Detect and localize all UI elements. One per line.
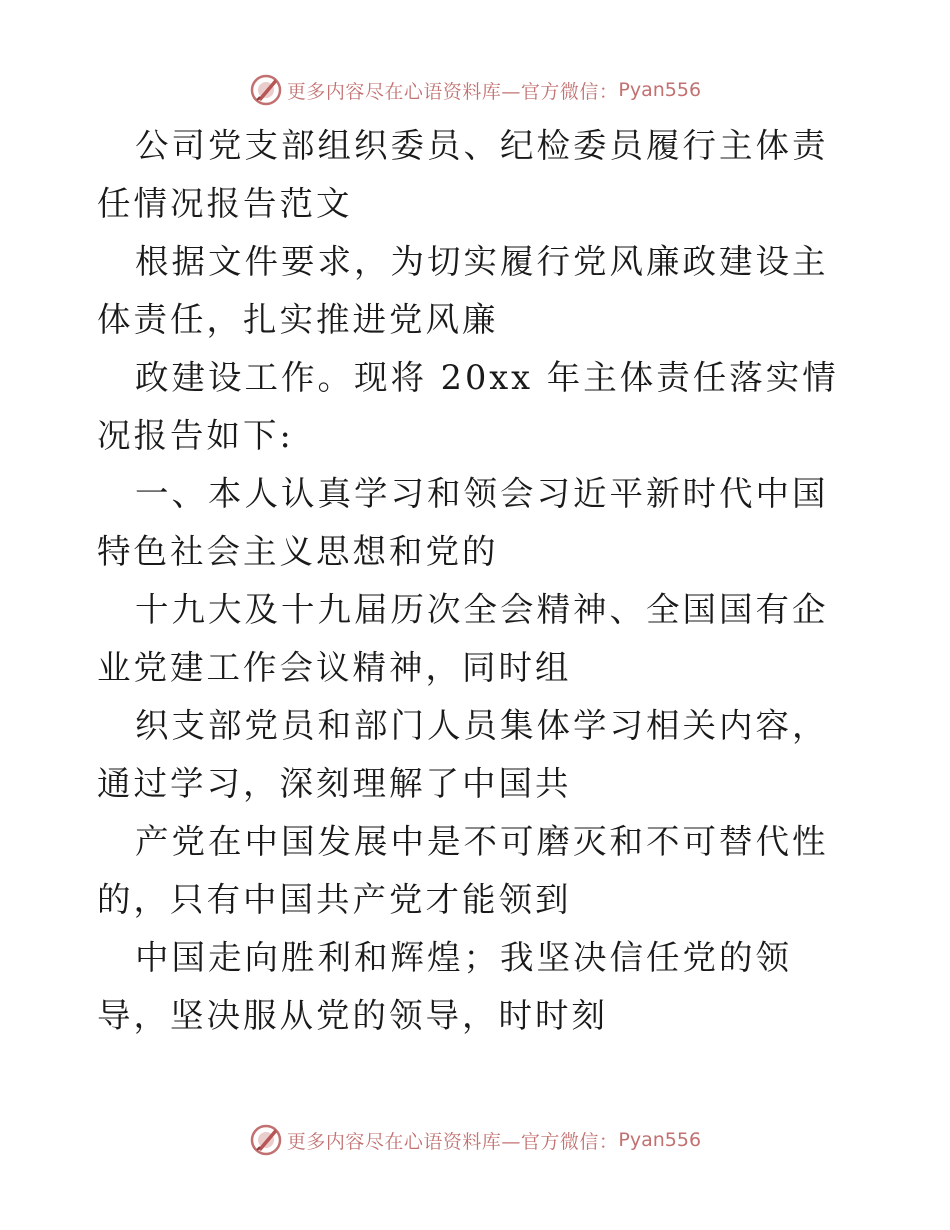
document-body	[97, 117, 857, 1045]
paragraph: 根据文件要求，为切实履行党风廉政建设主体责任，扎实推进党风廉	[97, 242, 829, 339]
paragraph: 中国走向胜利和辉煌；我坚决信任党的领导，坚决服从党的领导，时时刻	[97, 938, 792, 1035]
footer-watermark	[0, 1120, 950, 1160]
watermark-wechat-id: Pyan556	[618, 79, 702, 101]
paragraph: 一、本人认真学习和领会习近平新时代中国特色社会主义思想和党的	[97, 474, 829, 571]
quill-seal-icon	[249, 73, 283, 107]
paragraph: 产党在中国发展中是不可磨灭和不可替代性的，只有中国共产党才能领到	[97, 822, 829, 919]
document-title: 公司党支部组织委员、纪检委员履行主体责任情况报告范文	[97, 126, 829, 223]
watermark-text: 更多内容尽在心语资料库—官方微信：	[286, 1130, 619, 1153]
paragraph: 十九大及十九届历次全会精神、全国国有企业党建工作会议精神，同时组	[97, 590, 829, 687]
watermark-text: 更多内容尽在心语资料库—官方微信：	[286, 80, 619, 103]
quill-seal-icon	[249, 1123, 283, 1157]
watermark-wechat-id: Pyan556	[618, 1129, 702, 1151]
header-watermark	[0, 70, 950, 110]
paragraph: 织支部党员和部门人员集体学习相关内容，通过学习，深刻理解了中国共	[97, 706, 829, 803]
paragraph: 政建设工作。现将 20xx 年主体责任落实情况报告如下:	[97, 358, 839, 455]
